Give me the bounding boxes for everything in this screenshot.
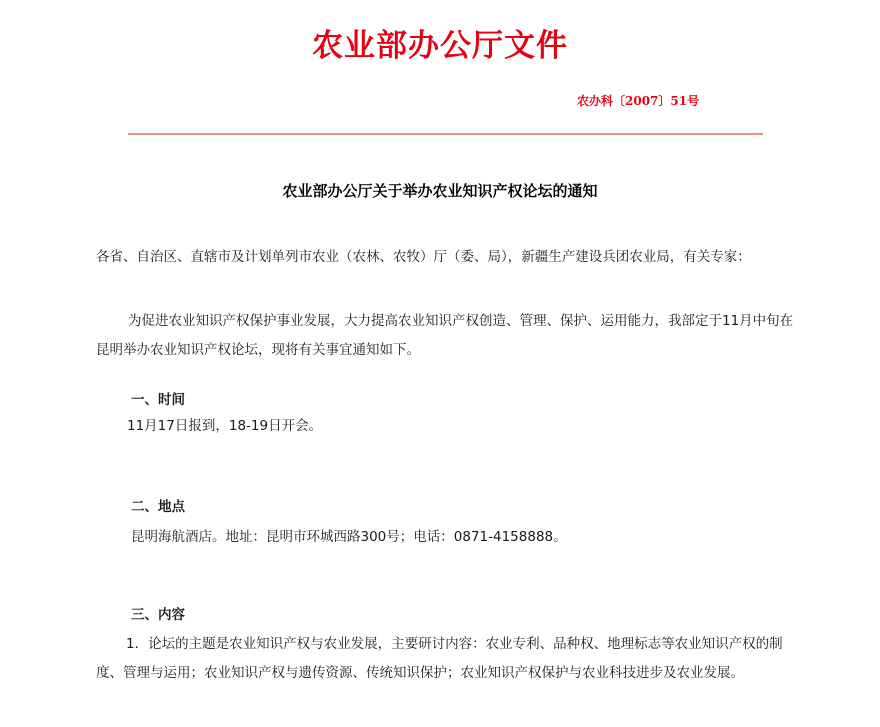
section-text-time: 11月17日报到，18-19日开会。 xyxy=(127,418,323,434)
red-divider xyxy=(128,133,763,135)
section-text-content: 1．论坛的主题是农业知识产权与农业发展，主要研讨内容：农业专利、品种权、地理标志等农业知识产权的制度、管理与运用；农业知识产权与遗传资源、传统知识保护；农业知识产权保护与农业科技进步及农业发展。 xyxy=(96,636,783,681)
section-text-place: 昆明海航酒店。地址：昆明市环城西路300号；电话：0871-4158888。 xyxy=(131,529,567,545)
section-heading-place: 二、地点 xyxy=(131,499,185,515)
section-heading-content: 三、内容 xyxy=(131,607,185,623)
intro-paragraph: 为促进农业知识产权保护事业发展，大力提高农业知识产权创造、管理、保护、运用能力，我部定于11月中旬在昆明举办农业知识产权论坛，现将有关事宜通知如下。 xyxy=(96,313,794,358)
document-header-title: 农业部办公厅文件 xyxy=(312,28,568,64)
document-number: 农办科〔2007〕51号 xyxy=(577,94,700,108)
addressees-paragraph: 各省、自治区、直辖市及计划单列市农业（农林、农牧）厅（委、局），新疆生产建设兵团农业局，有关专家： xyxy=(96,249,751,265)
section-heading-time: 一、时间 xyxy=(131,392,185,408)
notice-title: 农业部办公厅关于举办农业知识产权论坛的通知 xyxy=(282,182,598,200)
